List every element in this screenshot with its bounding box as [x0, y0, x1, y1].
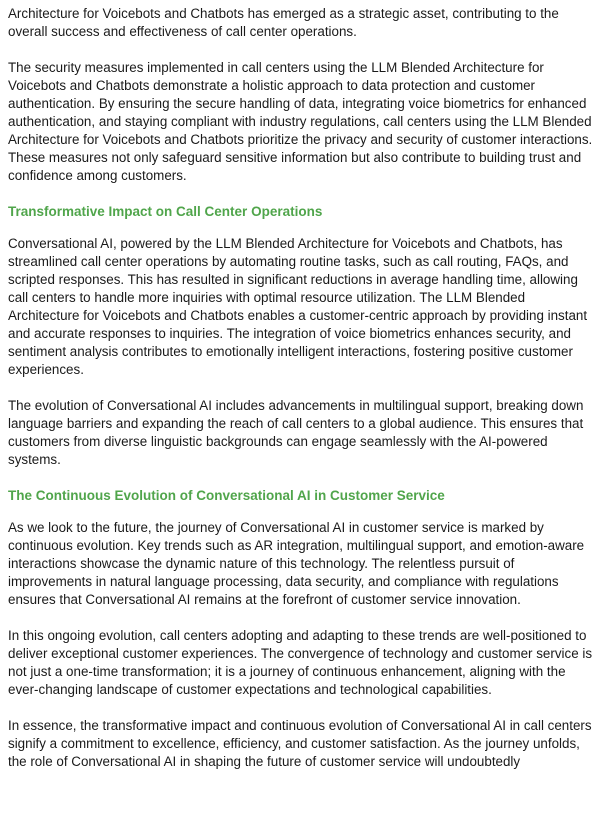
paragraph: In essence, the transformative impact and continuous evolution of Conversational AI in call centers signify a commitment to excellence, efficiency, and customer satisfaction. As the journey unfolds, the role of Conversational AI in shaping the future of customer service will undoubtedly [8, 718, 592, 769]
paragraph: Conversational AI, powered by the LLM Blended Architecture for Voicebots and Chatbots, has streamlined call center operations by automating routine tasks, such as call routing, FAQs, and scripted responses. This has resulted in significant reductions in average handling time, allowing call centers to handle more inquiries with optimal resource utilization. The LLM Blended Architecture for Voicebots and Chatbots enables a customer-centric approach by providing instant and accurate responses to inquiries. The integration of voice biometrics enhances security, and sentiment analysis contributes to emotionally intelligent interactions, fostering positive customer experiences. [8, 236, 588, 377]
section-heading: Transformative Impact on Call Center Operations [8, 204, 323, 219]
paragraph: The security measures implemented in call centers using the LLM Blended Architecture for Voicebots and Chatbots demonstrate a holistic approach to data protection and customer authentication. By ensuring the secure handling of data, integrating voice biometrics for enhanced authentication, and staying compliant with industry regulations, call centers using the LLM Blended Architecture for Voicebots and Chatbots prioritize the privacy and security of customer interactions. These measures not only safeguard sensitive information but also contribute to building trust and confidence among customers. [8, 60, 593, 183]
section-heading: The Continuous Evolution of Conversational AI in Customer Service [8, 488, 445, 503]
paragraph: As we look to the future, the journey of Conversational AI in customer service is marked by continuous evolution. Key trends such as AR integration, multilingual support, and emotion-aware interactions showcase the dynamic nature of this technology. The relentless pursuit of improvements in natural language processing, data security, and compliance with regulations ensures that Conversational AI remains at the forefront of customer service innovation. [8, 520, 585, 607]
article-body [8, 5, 594, 771]
paragraph: The evolution of Conversational AI includes advancements in multilingual support, breaking down language barriers and expanding the reach of call centers to a global audience. This ensures that customers from diverse linguistic backgrounds can engage seamlessly with the AI-powered systems. [8, 398, 584, 467]
paragraph: Architecture for Voicebots and Chatbots has emerged as a strategic asset, contributing to the overall success and effectiveness of call center operations. [8, 6, 559, 39]
paragraph: In this ongoing evolution, call centers adopting and adapting to these trends are well-positioned to deliver exceptional customer experiences. The convergence of technology and customer service is not just a one-time transformation; it is a journey of continuous enhancement, aligning with the ever-changing landscape of customer expectations and technological capabilities. [8, 628, 593, 697]
